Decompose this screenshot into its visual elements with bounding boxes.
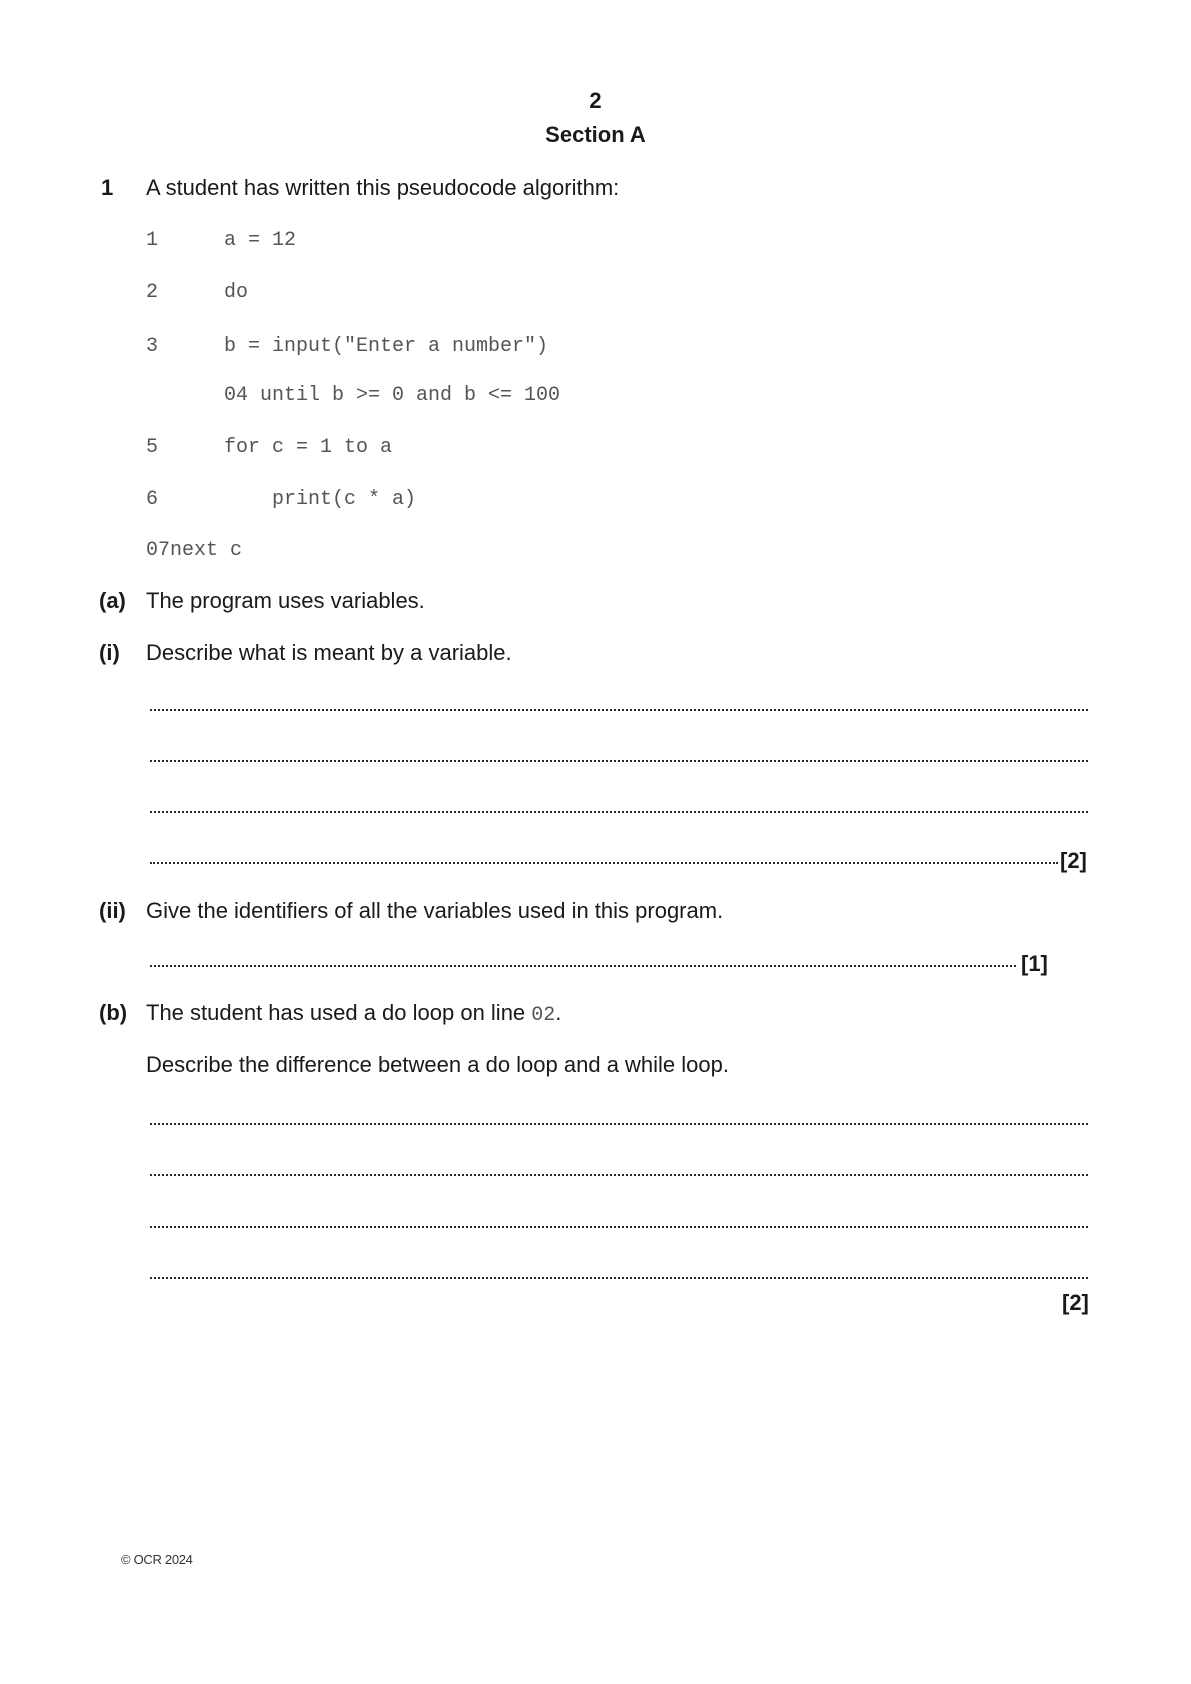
question-number: 1 [101,175,114,200]
code-line-number: 2 [146,281,159,304]
answer-line[interactable] [150,1277,1088,1279]
marks-b: [2] [1062,1290,1089,1315]
code-line: for c = 1 to a [224,436,393,459]
code-line-number: 1 [146,229,159,252]
code-line: 04 until b >= 0 and b <= 100 [224,384,561,407]
answer-line-a-ii[interactable] [150,965,1016,967]
code-line: a = 12 [224,229,297,252]
part-a-ii-text: Give the identifiers of all the variables used in this program. [146,898,724,923]
part-a-ii-label: (ii) [99,898,126,923]
part-b-line-ref: 02 [531,1004,556,1027]
question-intro: A student has written this pseudocode algorithm: [146,175,620,200]
code-line-number: 5 [146,436,159,459]
answer-line[interactable] [150,811,1088,813]
code-line-number: 3 [146,335,159,358]
copyright-footer: © OCR 2024 [121,1552,193,1567]
answer-line[interactable] [150,862,1058,864]
marks-a-i: [2] [1060,848,1087,873]
code-line: b = input("Enter a number") [224,335,549,358]
part-a-i-text: Describe what is meant by a variable. [146,640,512,665]
part-a-text: The program uses variables. [146,588,425,613]
answer-line[interactable] [150,760,1088,762]
code-line-number: 6 [146,488,159,511]
answer-line[interactable] [150,1226,1088,1228]
answer-line[interactable] [150,709,1088,711]
code-line: 07next c [146,539,243,562]
part-b-text-after: . [555,1000,562,1025]
part-b-prompt: Describe the difference between a do loop and a while loop. [146,1052,729,1077]
answer-line[interactable] [150,1174,1088,1176]
marks-a-ii: [1] [1021,951,1048,976]
section-title: Section A [545,122,646,147]
part-b-label: (b) [99,1000,128,1025]
part-b-text [146,1000,561,1027]
page-number: 2 [589,88,602,113]
code-line: print(c * a) [224,488,417,511]
code-line: do [224,281,249,304]
part-a-label: (a) [99,588,126,613]
answer-line[interactable] [150,1123,1088,1125]
part-a-i-label: (i) [99,640,120,665]
part-b-text-before: The student has used a do loop on line [146,1000,532,1025]
